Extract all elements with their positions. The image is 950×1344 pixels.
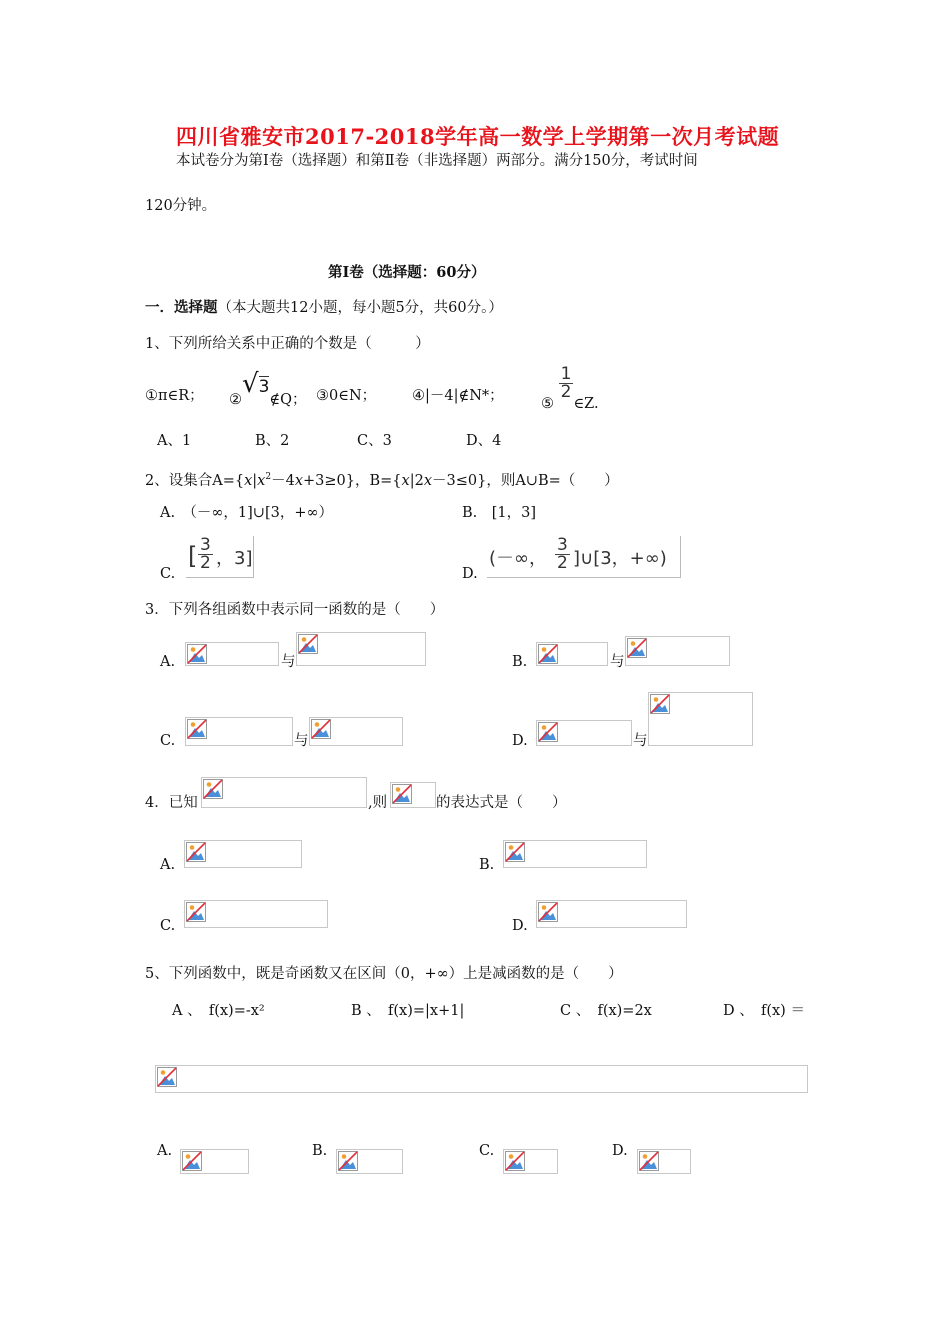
q1-item-5	[541, 364, 599, 412]
part1-title: 第Ⅰ卷（选择题：60分）	[328, 264, 486, 281]
q1-option-d: D、4	[466, 433, 502, 449]
broken-image-icon	[181, 1150, 203, 1172]
q3-option-d-label: D.	[512, 733, 528, 749]
q3-option-b-label: B.	[512, 654, 528, 670]
q2-stem: 2、设集合$A=\{x|x^2-4x+3\ge 0\}$，B={x|2x－3≤0}，则A∪B=（ ）	[145, 472, 619, 489]
q5-option-b: B 、 f(x)=|x+1|	[351, 1003, 465, 1019]
section-desc: （本大题共12小题，每小题5分，共60分。）	[217, 300, 503, 316]
q4-a-image	[184, 840, 302, 868]
broken-image-icon	[537, 721, 559, 743]
q5-option-a: A 、 f(x)=-x²	[172, 1003, 265, 1019]
q6-c-image	[503, 1149, 558, 1174]
broken-image-icon	[297, 633, 319, 655]
q4-stem-mid: ,则	[368, 795, 388, 811]
q3-a-image-2	[296, 632, 426, 666]
broken-image-icon	[504, 841, 526, 863]
broken-image-icon	[156, 1066, 178, 1088]
q1-item-4: ④|－4|∉N*；	[412, 388, 504, 404]
q1-option-a: A、1	[157, 433, 192, 449]
q5-stem: 5、下列函数中，既是奇函数又在区间（0，+∞）上是减函数的是（ ）	[145, 966, 623, 982]
q2-option-d-label: D.	[462, 566, 478, 582]
q4-func-image	[390, 782, 436, 808]
q1-item2-radicand: 3	[258, 377, 270, 397]
q2-option-b: B. [1，3]	[462, 505, 537, 521]
broken-image-icon	[202, 778, 224, 800]
q5-option-d: D 、 f(x) ＝	[723, 1003, 805, 1019]
broken-image-icon	[186, 718, 208, 740]
q1-item5-pre: ⑤	[541, 395, 554, 412]
broken-image-icon	[638, 1150, 660, 1172]
q1-item-1: ①π∈R；	[145, 388, 204, 404]
section-label: 一．选择题	[145, 299, 218, 316]
broken-image-icon	[537, 901, 559, 923]
broken-image-icon	[185, 901, 207, 923]
broken-image-icon	[537, 643, 559, 665]
q2-d-fraction: $\frac{3}{2}$	[557, 535, 568, 573]
q5-d-formula-image	[155, 1065, 808, 1093]
q6-option-a-label: A.	[157, 1143, 173, 1159]
q6-option-b-label: B.	[312, 1143, 328, 1159]
q1-item2-post: ∉Q；	[269, 392, 307, 408]
section-heading	[145, 298, 503, 318]
q1-stem: 1、下列所给关系中正确的个数是（ ）	[145, 336, 430, 352]
broken-image-icon	[337, 1150, 359, 1172]
q2-option-c-label: C.	[160, 566, 176, 582]
q2-option-a: A. （－∞，1]∪[3，+∞）	[160, 505, 334, 521]
q4-b-image	[503, 840, 647, 868]
q6-option-c-label: C.	[479, 1143, 495, 1159]
q1-item2-pre: ②	[229, 392, 242, 408]
q4-given-image	[201, 777, 367, 808]
q4-option-d-label: D.	[512, 918, 528, 934]
broken-image-icon	[186, 643, 208, 665]
q3-b-yu: 与	[610, 654, 625, 670]
q4-stem-pre: 4．已知	[145, 795, 198, 811]
broken-image-icon	[391, 783, 413, 805]
q6-d-image	[637, 1149, 691, 1174]
q3-c-yu: 与	[294, 733, 309, 749]
q2-option-c-formula: [ $\frac{3}{2}$ ，3]	[186, 536, 254, 578]
broken-image-icon	[310, 718, 332, 740]
q3-d-image-2	[648, 692, 753, 746]
intro-line-2: 120分钟。	[145, 198, 217, 214]
q6-option-d-label: D.	[612, 1143, 628, 1159]
q3-option-a-label: A.	[160, 654, 176, 670]
q6-a-image	[180, 1149, 249, 1174]
broken-image-icon	[185, 841, 207, 863]
q1-item5-fraction: $\frac{1}{2}$	[560, 364, 572, 402]
broken-image-icon	[504, 1150, 526, 1172]
broken-image-icon	[626, 637, 648, 659]
page-title: 四川省雅安市2017-2018学年高一数学上学期第一次月考试题	[176, 124, 780, 149]
q3-c-image-2	[309, 717, 403, 746]
q4-c-image	[184, 900, 328, 928]
q5-option-c: C 、 f(x)=2x	[560, 1003, 652, 1019]
q4-option-c-label: C.	[160, 918, 176, 934]
q4-option-b-label: B.	[479, 857, 495, 873]
q4-d-image	[536, 900, 687, 928]
q1-option-c: C、3	[357, 433, 392, 449]
sqrt-symbol: √3	[242, 369, 270, 399]
q3-a-image-1	[185, 642, 279, 666]
q2-option-d-formula: (－∞， $\frac{3}{2}$ ]∪[3，+∞)	[487, 536, 681, 578]
q1-item-3: ③0∈N；	[316, 388, 377, 404]
q3-b-image-2	[625, 636, 730, 666]
q3-a-yu: 与	[281, 654, 296, 670]
q1-item-2	[229, 369, 307, 414]
broken-image-icon	[649, 693, 671, 715]
q4-stem-post: 的表达式是（ ）	[436, 795, 567, 811]
q3-stem: 3．下列各组函数中表示同一函数的是（ ）	[145, 602, 445, 618]
q4-option-a-label: A.	[160, 857, 176, 873]
q3-d-image-1	[536, 720, 632, 746]
q6-b-image	[336, 1149, 403, 1174]
q3-option-c-label: C.	[160, 733, 176, 749]
q3-c-image-1	[185, 717, 293, 746]
q2-c-fraction: $\frac{3}{2}$	[200, 535, 211, 573]
q1-option-b: B、2	[255, 433, 290, 449]
q3-b-image-1	[536, 642, 608, 666]
intro-line-1: 本试卷分为第Ⅰ卷（选择题）和第Ⅱ卷（非选择题）两部分。满分150分，考试时间	[176, 153, 698, 169]
q3-d-yu: 与	[633, 733, 648, 749]
q1-item5-post: ∈Z.	[573, 395, 599, 412]
